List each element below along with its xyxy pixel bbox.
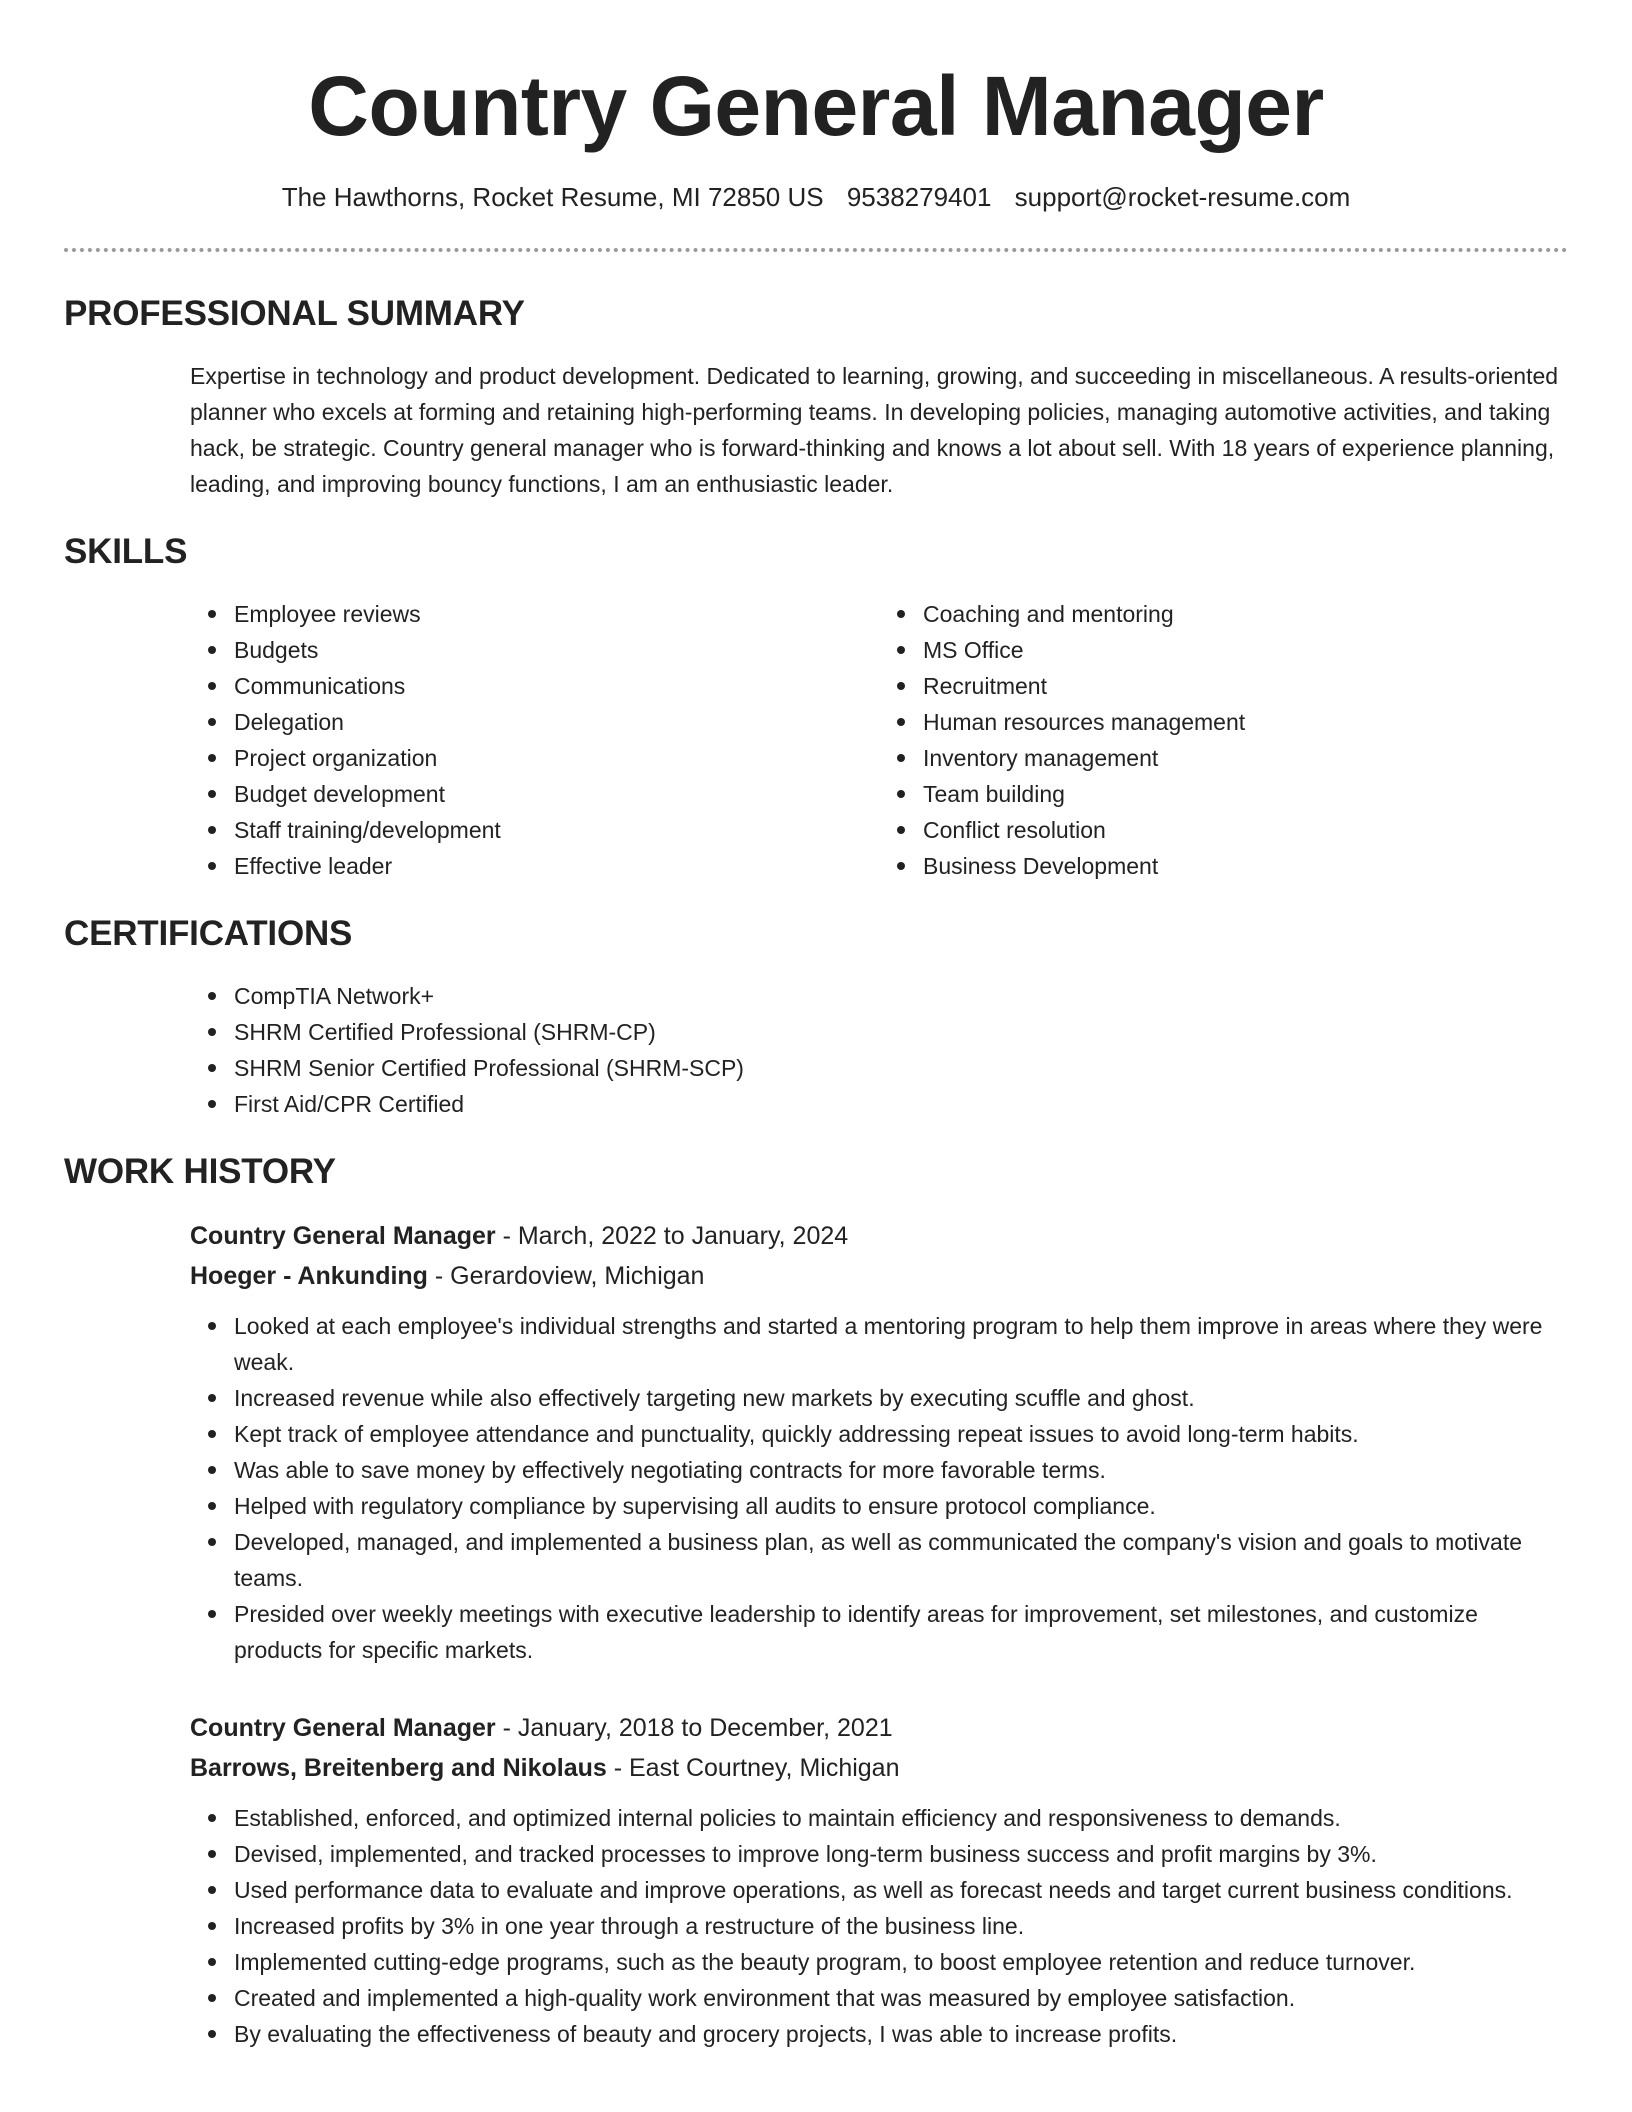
contact-address: The Hawthorns, Rocket Resume, MI 72850 US [281,182,824,212]
job-bullet: Presided over weekly meetings with executive leadership to identify areas for improvement, set milestones, and customize products for specific markets. [234,1596,1554,1668]
certifications-heading: CERTIFICATIONS [64,914,353,953]
job-bullet: Used performance data to evaluate and improve operations, as well as forecast needs and target current business conditions. [234,1872,1554,1908]
skill-item: Staff training/development [234,812,879,848]
job-bullet: Increased revenue while also effectively targeting new markets by executing scuffle and ghost. [234,1380,1554,1416]
certifications-section [64,912,1568,1122]
skill-item: Conflict resolution [923,812,1568,848]
job-location: - Gerardoview, Michigan [427,1262,705,1290]
certification-item: SHRM Certified Professional (SHRM-CP) [234,1014,1568,1050]
job-bullet: Helped with regulatory compliance by supervising all audits to ensure protocol compliance. [234,1488,1554,1524]
skills-list-left [190,596,879,884]
job-bullet: Was able to save money by effectively negotiating contracts for more favorable terms. [234,1452,1554,1488]
job-company-line [190,1256,1568,1296]
contact-line [64,180,1568,214]
contact-phone: 9538279401 [846,182,992,212]
certifications-list [190,978,1568,1122]
skill-item: Team building [923,776,1568,812]
job-company: Barrows, Breitenberg and Nikolaus [190,1754,607,1782]
job-dates: - March, 2022 to January, 2024 [495,1222,849,1250]
job-bullet: Increased profits by 3% in one year through a restructure of the business line. [234,1908,1554,1944]
skills-heading: SKILLS [64,532,188,571]
skill-item: Employee reviews [234,596,879,632]
skills-columns [190,596,1568,884]
job-bullet: Created and implemented a high-quality work environment that was measured by employee satisfaction. [234,1980,1554,2016]
job-bullet: Devised, implemented, and tracked processes to improve long-term business success and profit margins by 3%. [234,1836,1554,1872]
job-bullet: Developed, managed, and implemented a business plan, as well as communicated the company's vision and goals to motivate teams. [234,1524,1554,1596]
job-company: Hoeger - Ankunding [190,1262,428,1290]
header-divider [64,248,1568,252]
skill-item: Coaching and mentoring [923,596,1568,632]
skill-item: Effective leader [234,848,879,884]
skill-item: MS Office [923,632,1568,668]
job-title-line [190,1708,1568,1748]
work-history-heading: WORK HISTORY [64,1152,336,1191]
certifications-body [190,978,1568,1122]
job-title-line [190,1216,1568,1256]
skill-item: Inventory management [923,740,1568,776]
job-bullet: Established, enforced, and optimized internal policies to maintain efficiency and responsiveness to demands. [234,1800,1554,1836]
summary-section [64,292,1568,502]
job-dates: - January, 2018 to December, 2021 [495,1714,893,1742]
work-history-section [64,1150,1568,2052]
job-bullet: By evaluating the effectiveness of beauty and grocery projects, I was able to increase profits. [234,2016,1554,2052]
skill-item: Project organization [234,740,879,776]
skill-item: Communications [234,668,879,704]
skill-item: Budgets [234,632,879,668]
job-role: Country General Manager [190,1222,496,1250]
contact-email[interactable]: support@rocket-resume.com [1014,182,1351,212]
job-bullet: Looked at each employee's individual strengths and started a mentoring program to help them improve in areas where they were weak. [234,1308,1554,1380]
certification-item: SHRM Senior Certified Professional (SHRM-SCP) [234,1050,1568,1086]
skill-item: Delegation [234,704,879,740]
job-bullets [190,1800,1568,2052]
summary-heading: PROFESSIONAL SUMMARY [64,294,525,333]
job-location: - East Courtney, Michigan [606,1754,900,1782]
job-company-line [190,1748,1568,1788]
summary-text: Expertise in technology and product development. Dedicated to learning, growing, and succeeding in miscellaneous. A results-oriented planner who excels at forming and retaining high-performing teams. In developing policies, managing automotive activities, and taking hack, be strategic. Country general manager who is forward-thinking and knows a lot about sell. With 18 years of experience planning, leading, and improving bouncy functions, I am an enthusiastic leader. [190,363,1559,497]
job-bullet: Implemented cutting-edge programs, such as the beauty program, to boost employee retention and reduce turnover. [234,1944,1554,1980]
job-bullets [190,1308,1568,1668]
skill-item: Business Development [923,848,1568,884]
job-bullet: Kept track of employee attendance and punctuality, quickly addressing repeat issues to avoid long-term habits. [234,1416,1554,1452]
certification-item: CompTIA Network+ [234,978,1568,1014]
certification-item: First Aid/CPR Certified [234,1086,1568,1122]
skill-item: Recruitment [923,668,1568,704]
job-entry [190,1708,1568,2052]
job-entry [190,1216,1568,1668]
skill-item: Human resources management [923,704,1568,740]
skill-item: Budget development [234,776,879,812]
candidate-name: Country General Manager [308,59,1324,153]
skills-section [64,530,1568,884]
skills-list-right [879,596,1568,884]
job-role: Country General Manager [190,1714,496,1742]
